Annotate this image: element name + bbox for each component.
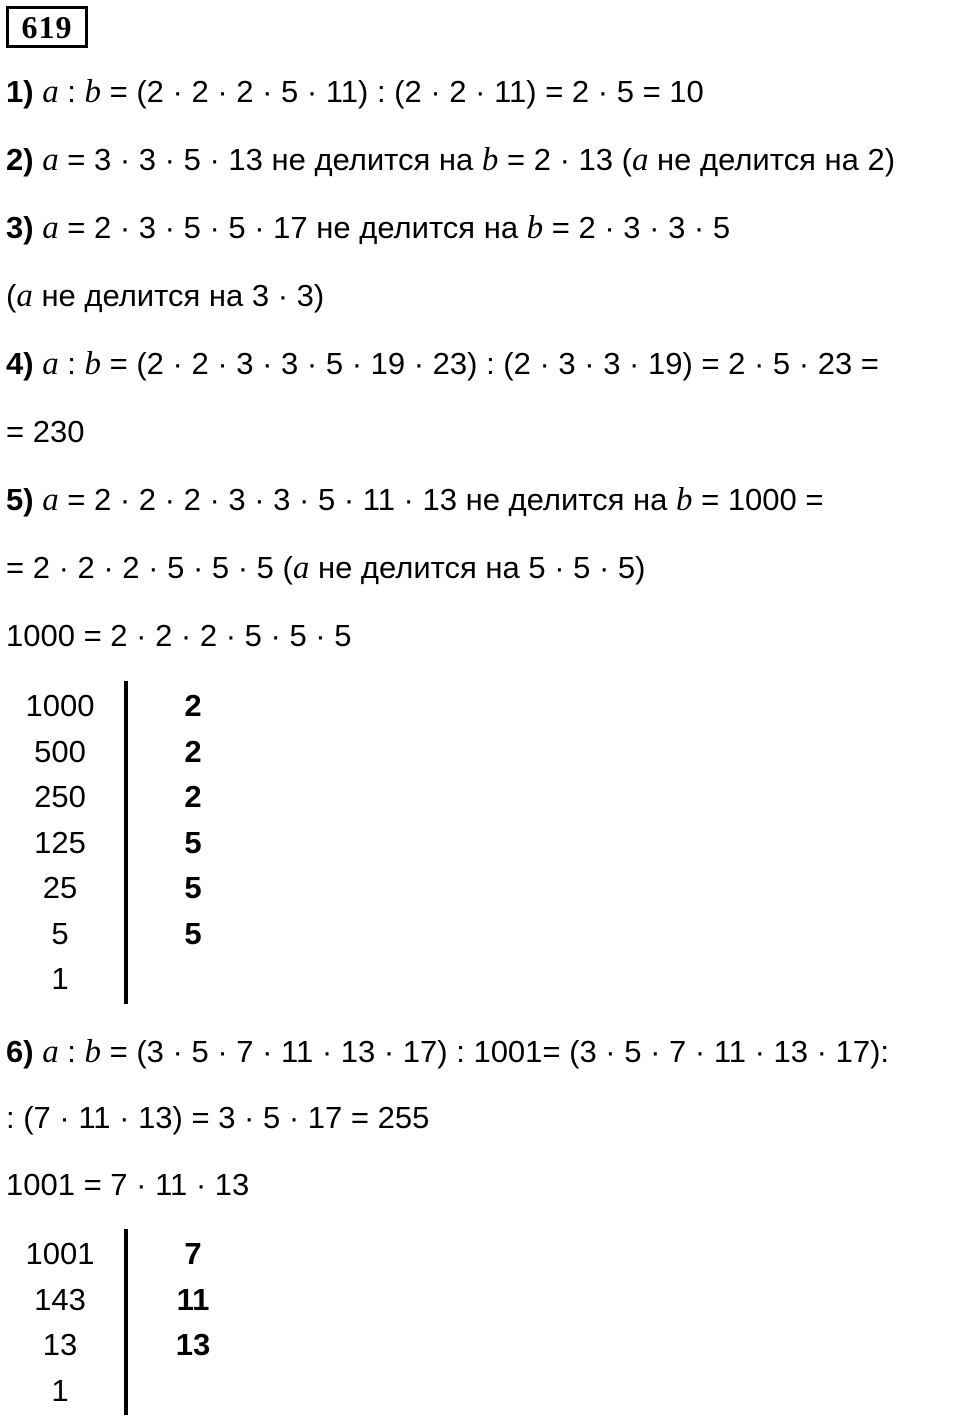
solution-line-l3 [6, 208, 730, 248]
expression-text: не делится на 3 · 3) [32, 278, 325, 313]
variable: b [84, 346, 102, 382]
prime-factor: 5 [184, 824, 202, 860]
dividend-value: 13 [42, 1327, 78, 1362]
expression-text: = 2 · 2 · 2 · 5 · 5 · 5 ( [6, 550, 293, 585]
expression-text: 1000 = 2 · 2 · 2 · 5 · 5 · 5 [6, 618, 352, 653]
prime-factor: 2 [184, 688, 202, 723]
variable: b [84, 1034, 102, 1070]
dividend-value: 143 [34, 1281, 86, 1317]
expression-text: 1001 = 7 · 11 · 13 [6, 1167, 250, 1202]
expression-text: = 230 [6, 414, 85, 449]
expression-text: : [58, 1034, 85, 1069]
dividend-value: 1 [51, 1372, 69, 1408]
prime-factor: 7 [184, 1236, 202, 1271]
solution-line-l2 [6, 140, 895, 180]
expression-text: = 3 · 3 · 5 · 13 не делится на [58, 142, 482, 177]
dividend-value: 1001 [25, 1236, 95, 1271]
solution-line-l5 [6, 480, 824, 520]
expression-text: = 2 · 3 · 5 · 5 · 17 не делится на [58, 210, 527, 245]
prime-factor: 5 [184, 915, 202, 951]
variable: a [42, 482, 59, 518]
prime-factor: 5 [184, 870, 202, 905]
divider-line [124, 1229, 128, 1415]
prime-factor: 11 [176, 1281, 210, 1317]
item-number: 5) [6, 482, 43, 517]
variable: a [631, 142, 649, 178]
solution-line-l1 [6, 72, 704, 112]
expression-text: ( [6, 278, 17, 313]
variable: b [675, 482, 693, 518]
divider-line [124, 681, 128, 1004]
item-number: 1) [6, 74, 43, 109]
item-number: 6) [6, 1034, 43, 1069]
variable: a [42, 346, 59, 382]
prime-factor: 2 [184, 779, 202, 814]
expression-text: = 2 · 3 · 3 · 5 [543, 210, 731, 245]
item-number: 3) [6, 210, 43, 245]
solution-line-l6 [6, 1032, 889, 1072]
dividend-value: 500 [34, 733, 86, 769]
expression-text: : [58, 74, 85, 109]
solution-line-l6b [6, 1098, 429, 1138]
variable: a [42, 1034, 59, 1070]
dividend-value: 25 [42, 870, 78, 905]
expression-text: = (3 · 5 · 7 · 11 · 13 · 17) : 1001= (3 · 5 · 7 · 11 · 13 · 17): [101, 1034, 890, 1069]
dividend-value: 250 [34, 779, 86, 814]
expression-text: = (2 · 2 · 2 · 5 · 11) : (2 · 2 · 11) = 2 · 5 = 10 [101, 74, 704, 109]
expression-text: = 2 · 13 ( [498, 142, 632, 177]
item-number: 4) [6, 346, 43, 381]
prime-factor: 13 [175, 1327, 211, 1362]
variable: a [42, 74, 59, 110]
expression-text: : [58, 346, 85, 381]
expression-text: : (7 · 11 · 13) = 3 · 5 · 17 = 255 [6, 1100, 430, 1135]
variable: a [42, 142, 59, 178]
solution-line-l3b [6, 276, 324, 316]
dividend-value: 1 [51, 961, 69, 996]
dividend-value: 5 [51, 915, 69, 951]
task-number: 619 [6, 6, 88, 48]
variable: b [481, 142, 499, 178]
dividend-value: 125 [34, 824, 86, 860]
expression-text: = 2 · 2 · 2 · 3 · 3 · 5 · 11 · 13 не делится на [58, 482, 676, 517]
solution-line-l4b [6, 412, 84, 452]
solution-line-l5b [6, 548, 646, 588]
solution-line-l4 [6, 344, 879, 384]
expression-text: = 1000 = [692, 482, 824, 517]
variable: b [84, 74, 102, 110]
item-number: 2) [6, 142, 43, 177]
expression-text: не делится на 2) [648, 142, 896, 177]
variable: a [16, 278, 33, 314]
expression-text: = (2 · 2 · 3 · 3 · 5 · 19 · 23) : (2 · 3 · 3 · 19) = 2 · 5 · 23 = [101, 346, 879, 381]
variable: a [42, 210, 59, 246]
expression-text: не делится на 5 · 5 · 5) [309, 550, 646, 585]
variable: a [292, 550, 310, 586]
dividend-value: 1000 [25, 688, 95, 723]
variable: b [526, 210, 544, 246]
prime-factor: 2 [184, 733, 202, 769]
solution-line-l6c [6, 1165, 249, 1205]
solution-line-l5c [6, 616, 351, 656]
